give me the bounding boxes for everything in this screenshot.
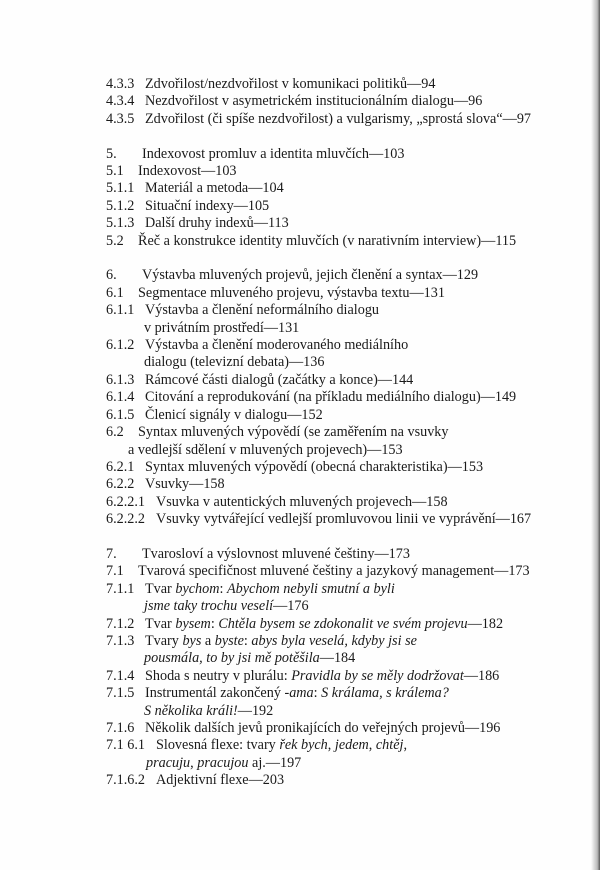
toc-entry-title-text: Výstavba a členění neformálního dialogu [145,302,380,319]
toc-entry-title-text: Výstavba a členění moderovaného mediálního [145,337,409,354]
toc-entry-number: 6.2.1 [106,458,135,475]
toc-entry-title-text: Nezdvořilost v asymetrickém institucionálním dialogu—96 [145,93,483,110]
toc-entry-title-italic: chtěj [375,737,404,754]
toc-entry [106,180,586,197]
toc-entry [106,389,586,406]
toc-entry-title [156,772,586,789]
toc-entry [106,320,586,337]
toc-entry-number: 5.1.2 [106,197,135,214]
toc-entry-title-italic: Chtěla bysem se zdokonalit ve svém projevu [218,615,468,632]
toc-entry-number: 7. [106,545,117,562]
table-of-contents [106,76,586,790]
toc-entry-number: 4.3.4 [106,93,135,110]
toc-entry-title-text: Materiál a metoda—104 [145,180,284,197]
toc-entry-title-text: Tvarosloví a výslovnost mluvené češtiny—173 [142,545,410,562]
toc-entry-title-text: Tvar [145,580,176,597]
toc-entry [106,755,586,772]
toc-entry-number: 7.1 6.1 [106,737,146,754]
toc-entry-title [142,546,586,563]
toc-entry [106,372,586,389]
toc-entry-title-text: Výstavba mluvených projevů, jejich členění a syntax—129 [142,267,479,284]
toc-entry-title [145,337,586,354]
toc-entry-title-text: Vsuvky—158 [145,476,225,493]
toc-entry [106,302,586,319]
toc-entry-number: 6.2.2 [106,476,135,493]
toc-entry-number: 5.2 [106,232,124,249]
toc-entry [106,215,586,232]
toc-entry-title [145,389,586,406]
toc-entry-title [145,372,586,389]
toc-entry-title [145,668,586,685]
toc-entry-title [145,476,586,493]
toc-entry-title-text: Indexovost—103 [138,163,237,180]
toc-entry-number: 7.1 [106,563,124,580]
toc-entry-title-text: Indexovost promluv a identita mluvčích—103 [142,145,405,162]
toc-entry-title [142,267,586,284]
toc-entry-title [138,285,586,302]
toc-entry-number: 7.1.6 [106,719,135,736]
toc-entry-number: 6.1.1 [106,302,135,319]
toc-entry-title-text: Několik dalších jevů pronikajících do veřejných projevů—196 [145,719,501,736]
toc-entry-number: 5.1 [106,163,124,180]
toc-entry-title-text: a vedlejší sdělení v mluvených projevech)—153 [128,441,403,458]
toc-entry-title-text: , [403,737,407,754]
toc-entry-title-italic: bychom [175,580,220,597]
toc-entry-title-italic: jedem [334,737,369,754]
toc-entry-title [145,633,586,650]
toc-entry-number: 7.1.6.2 [106,772,146,789]
toc-entry-title [145,198,586,215]
page-edge-shadow [591,0,600,870]
toc-entry [106,476,586,493]
toc-entry [106,354,586,371]
toc-entry-title-text: , [190,754,198,771]
toc-entry-title [145,407,586,424]
toc-entry-title-text: , [368,737,376,754]
toc-entry-title-text: Shoda s neutry v plurálu: [145,667,292,684]
toc-entry [106,76,586,93]
toc-entry-title-text: —176 [273,598,309,615]
toc-entry-title [145,111,586,128]
toc-entry-title [145,215,586,232]
toc-entry-number: 7.1.1 [106,580,135,597]
toc-entry-title-italic: byste [214,632,244,649]
toc-entry-title-text: Vsuvky vytvářející vedlejší promluvovou linii ve vyprávění—167 [156,511,532,528]
toc-entry [106,511,586,528]
toc-entry [106,650,586,667]
toc-entry-title-text: —186 [463,667,500,684]
toc-entry-title-text: Tvary [145,632,183,649]
toc-entry [106,563,586,580]
toc-entry-title-text: Situační indexy—105 [145,197,270,214]
toc-entry-title-text: Citování a reprodukování (na příkladu mediálního dialogu)—149 [145,389,517,406]
toc-entry-number: 6.1.4 [106,389,135,406]
toc-entry [106,633,586,650]
toc-entry-title-italic: pracujou [197,754,249,771]
toc-entry-title [144,703,586,720]
toc-entry-title [145,93,586,110]
toc-entry [106,737,586,754]
toc-entry-title [144,354,586,371]
toc-entry-number: 6. [106,267,117,284]
toc-entry-number: 6.2.2.2 [106,511,146,528]
toc-entry-number: 4.3.3 [106,76,135,92]
toc-entry-title-text: Členicí signály v dialogu—152 [145,406,323,423]
section-gap [106,529,586,546]
toc-entry-title-text: Tvarová specifičnost mluvené češtiny a jazykový management—173 [138,563,530,580]
section-gap [106,250,586,267]
toc-entry-title-text: : [313,685,322,702]
toc-entry [106,772,586,789]
toc-entry [106,442,586,459]
toc-entry-title-text: aj.—197 [248,754,302,771]
toc-entry-title-italic: bys [182,632,202,649]
toc-entry-title-text: Slovesná flexe: tvary [156,737,280,754]
toc-entry-title [156,737,586,754]
toc-entry-title-text: Rámcové části dialogů (začátky a konce)—144 [145,371,414,388]
toc-entry-title-text: —184 [319,650,356,667]
toc-entry-number: 4.3.5 [106,110,135,127]
toc-entry-title-text: Adjektivní flexe—203 [156,772,285,789]
toc-entry-title-text: a [201,632,215,649]
toc-entry-title [156,511,586,528]
toc-entry-title-text: v privátním prostředí—131 [144,319,300,336]
toc-entry-number: 6.1.3 [106,371,135,388]
toc-entry [106,581,586,598]
toc-entry-title-italic: pousmála, to by jsi mě potěšila [144,650,320,667]
toc-entry-number: 6.1.2 [106,337,135,354]
toc-entry-title [138,163,586,180]
toc-entry-title-text: dialogu (televizní debata)—136 [144,354,325,371]
toc-entry-title [145,616,586,633]
toc-entry-title [138,563,586,580]
toc-entry-title-text: Další druhy indexů—113 [145,215,289,232]
toc-entry [106,598,586,615]
toc-entry-number: 5.1.1 [106,180,135,197]
toc-entry-title [138,424,586,441]
toc-entry [106,111,586,128]
toc-entry [106,267,586,284]
toc-entry [106,703,586,720]
toc-entry-title-text: Syntax mluvených výpovědí (se zaměřením na vsuvky [138,424,449,441]
toc-entry [106,93,586,110]
toc-entry [106,146,586,163]
toc-entry [106,546,586,563]
toc-entry-title-italic: abys byla veselá, kdyby jsi se [251,632,417,649]
toc-entry-number: 7.1.4 [106,667,135,684]
toc-entry-title [144,650,586,667]
toc-entry-number: 7.1.3 [106,632,135,649]
toc-entry-title-text: Řeč a konstrukce identity mluvčích (v narativním interview)—115 [138,232,517,249]
toc-entry-title-italic: bysem [175,615,211,632]
toc-entry-title [145,302,586,319]
toc-entry-title-italic: jsme taky trochu veselí [144,598,274,615]
toc-entry [106,685,586,702]
toc-entry [106,424,586,441]
toc-entry-title [145,581,586,598]
toc-entry-title-text: Instrumentál zakončený [145,685,285,702]
toc-entry-title [145,459,586,476]
toc-entry-number: 6.1.5 [106,406,135,423]
section-gap [106,128,586,145]
toc-entry-title-italic: Pravidla by se měly dodržovat [291,667,464,684]
toc-entry-title [128,442,586,459]
toc-entry-title-text: : [219,580,227,597]
toc-entry-number: 6.2 [106,424,124,441]
toc-entry-title-text: —192 [237,702,274,719]
toc-entry [106,407,586,424]
toc-entry-title-italic: pracuju [146,754,191,771]
toc-entry-title-italic: S králama, s králema? [321,685,449,702]
toc-entry [106,459,586,476]
toc-entry-number: 5. [106,145,117,162]
toc-entry [106,668,586,685]
toc-entry-title-text: Syntax mluvených výpovědí (obecná charakteristika)—153 [145,458,484,475]
toc-entry-number: 5.1.3 [106,215,135,232]
toc-entry-title-italic: -ama [284,685,314,702]
toc-entry-title [142,146,586,163]
toc-entry-number: 7.1.2 [106,615,135,632]
toc-entry-title-italic: S několika králi! [144,702,238,719]
toc-entry-title-text: Zdvořilost (či spíše nezdvořilost) a vulgarismy, „sprostá slova“—97 [145,110,532,127]
toc-entry-number: 7.1.5 [106,685,135,702]
toc-entry [106,233,586,250]
toc-entry-title [145,180,586,197]
toc-entry-title-text: Tvar [145,615,176,632]
toc-entry [106,616,586,633]
toc-entry-title-text: Vsuvka v autentických mluvených projevech—158 [156,493,448,510]
toc-entry-title [145,685,586,702]
toc-entry-title-text: : [243,632,252,649]
toc-entry [106,720,586,737]
toc-entry-title [138,233,586,250]
toc-entry [106,198,586,215]
toc-entry-title [156,494,586,511]
toc-entry [106,285,586,302]
toc-entry-title [146,755,586,772]
toc-entry-title [145,76,586,93]
toc-entry-title-italic: řek bych [279,737,328,754]
toc-entry [106,337,586,354]
toc-entry-title-text: Segmentace mluveného projevu, výstavba textu—131 [138,284,445,301]
toc-entry-title [145,720,586,737]
toc-entry-title [144,320,586,337]
toc-entry-title-text: —182 [467,615,504,632]
toc-entry-title-text: Zdvořilost/nezdvořilost v komunikaci politiků—94 [145,76,436,92]
toc-entry-title-italic: Abychom nebyli smutní a byli [226,580,395,597]
toc-entry-title [144,598,586,615]
toc-entry-number: 6.1 [106,284,124,301]
toc-entry-title-text: : [210,615,219,632]
toc-entry [106,494,586,511]
toc-entry-title-text: , [327,737,335,754]
toc-entry-number: 6.2.2.1 [106,493,146,510]
toc-entry [106,163,586,180]
